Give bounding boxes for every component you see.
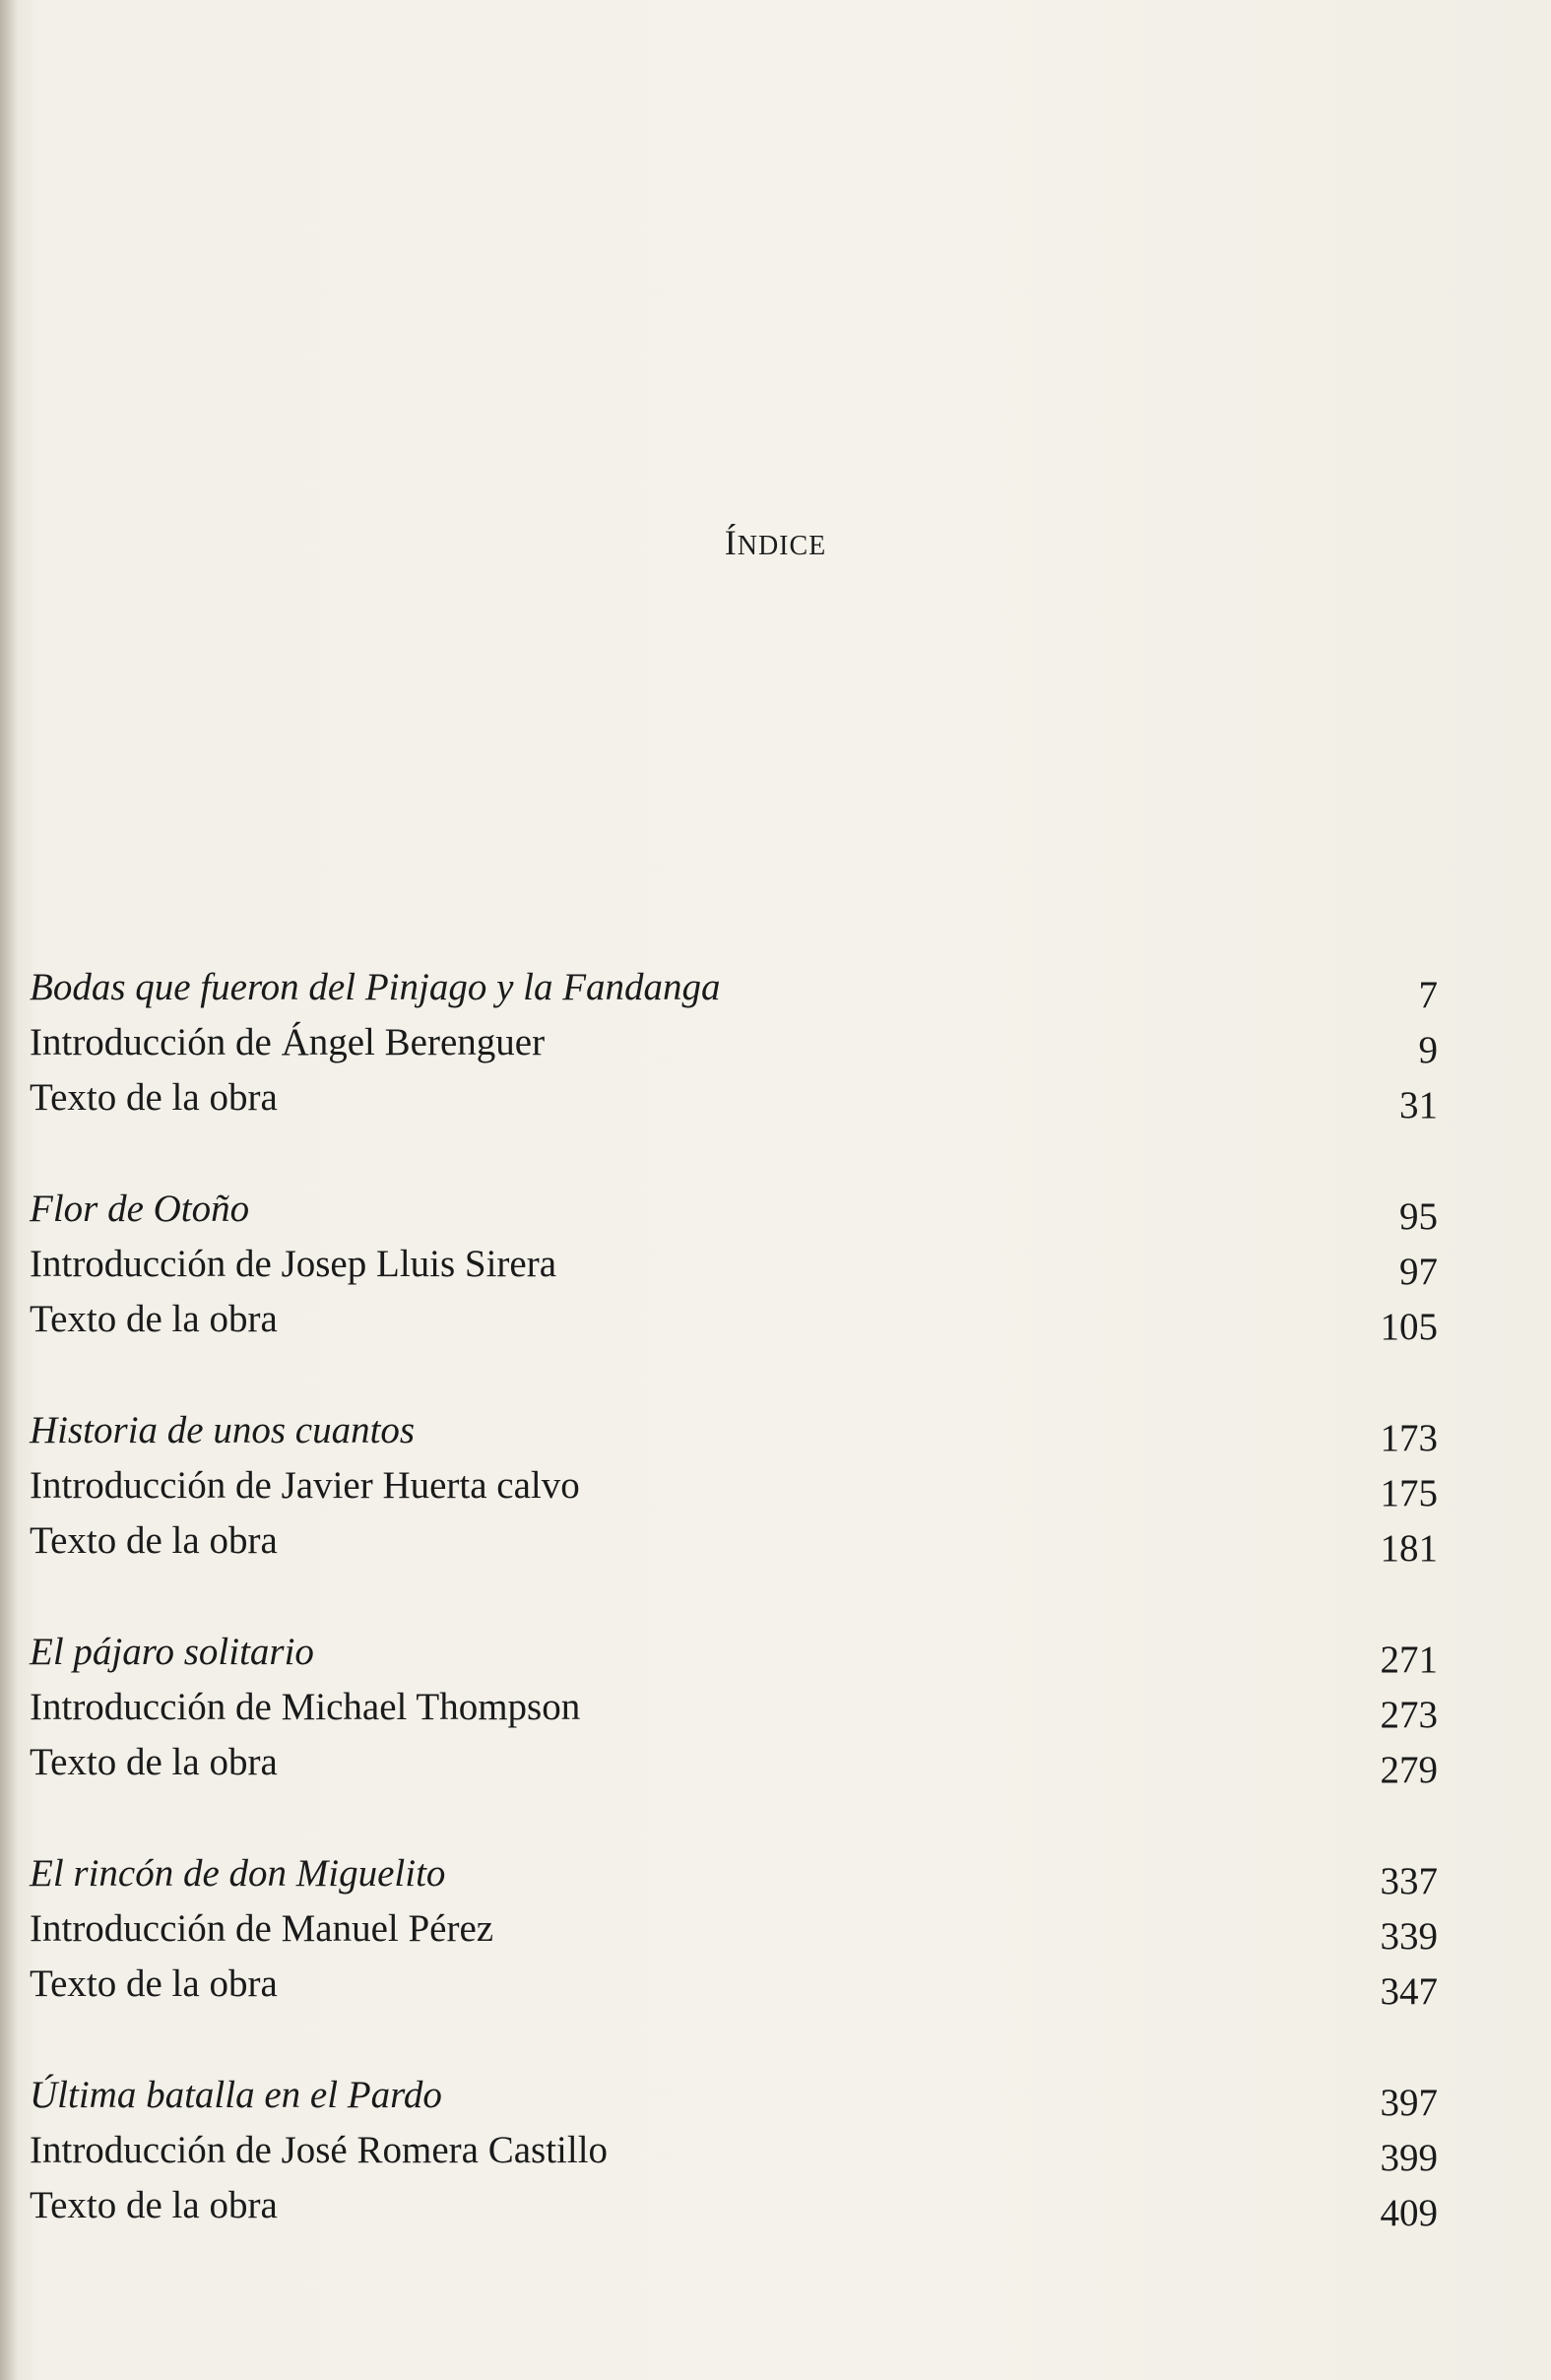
toc-entry-title xyxy=(30,1403,1438,1458)
toc-page-number: 271 xyxy=(1380,1639,1438,1681)
toc-page-number: 175 xyxy=(1380,1472,1438,1514)
toc-page-number: 7 xyxy=(1418,974,1438,1016)
toc-section-2 xyxy=(30,1182,1438,1347)
page-title xyxy=(0,522,1551,563)
toc-section-3 xyxy=(30,1403,1438,1569)
toc-page-number: 347 xyxy=(1380,1970,1438,2013)
table-of-contents xyxy=(30,960,1438,2289)
toc-page-number: 9 xyxy=(1418,1029,1438,1071)
toc-entry-text xyxy=(30,1735,1438,1790)
toc-entry-text xyxy=(30,1292,1438,1347)
toc-entry-title xyxy=(30,960,1438,1015)
toc-page-number: 181 xyxy=(1380,1527,1438,1570)
toc-entry-label: Introducción de José Romera Castillo xyxy=(30,2129,609,2171)
toc-entry-text xyxy=(30,1513,1438,1569)
toc-entry-text xyxy=(30,1957,1438,2012)
toc-entry-label: Bodas que fueron del Pinjago y la Fandanga xyxy=(30,966,721,1008)
toc-entry-label: Texto de la obra xyxy=(30,2184,278,2226)
toc-entry-label: Introducción de Javier Huerta calvo xyxy=(30,1464,580,1507)
toc-entry-label: Última batalla en el Pardo xyxy=(30,2074,442,2116)
toc-page-number: 279 xyxy=(1380,1749,1438,1791)
page-title-rest: NDICE xyxy=(737,531,827,561)
page-binding-edge xyxy=(0,0,18,2380)
toc-entry-text xyxy=(30,2178,1438,2233)
toc-section-1 xyxy=(30,960,1438,1126)
toc-page-number: 273 xyxy=(1380,1694,1438,1736)
toc-entry-introduction xyxy=(30,1237,1438,1292)
toc-entry-label: Texto de la obra xyxy=(30,1298,278,1340)
toc-entry-label: Introducción de Manuel Pérez xyxy=(30,1907,494,1950)
toc-entry-text xyxy=(30,1070,1438,1126)
toc-entry-introduction xyxy=(30,1458,1438,1513)
toc-entry-introduction xyxy=(30,2123,1438,2178)
toc-page-number: 173 xyxy=(1380,1417,1438,1459)
toc-entry-label: Introducción de Josep Lluis Sirera xyxy=(30,1243,557,1285)
toc-entry-label: Introducción de Michael Thompson xyxy=(30,1686,581,1728)
toc-page-number: 339 xyxy=(1380,1915,1438,1958)
toc-entry-introduction xyxy=(30,1901,1438,1957)
toc-page-number: 95 xyxy=(1399,1195,1438,1238)
toc-page-number: 337 xyxy=(1380,1860,1438,1902)
toc-entry-label: Texto de la obra xyxy=(30,1519,278,1562)
toc-page-number: 31 xyxy=(1399,1084,1438,1126)
toc-entry-title xyxy=(30,1182,1438,1237)
toc-page-number: 97 xyxy=(1399,1251,1438,1293)
toc-page-number: 409 xyxy=(1380,2192,1438,2234)
toc-entry-label: Flor de Otoño xyxy=(30,1188,250,1230)
toc-entry-label: Texto de la obra xyxy=(30,1741,278,1783)
toc-entry-title xyxy=(30,1846,1438,1901)
toc-entry-introduction xyxy=(30,1680,1438,1735)
toc-section-5 xyxy=(30,1846,1438,2012)
toc-entry-title xyxy=(30,1625,1438,1680)
toc-page-number: 397 xyxy=(1380,2082,1438,2124)
toc-entry-label: Texto de la obra xyxy=(30,1962,278,2005)
toc-entry-title xyxy=(30,2068,1438,2123)
toc-page-number: 105 xyxy=(1380,1306,1438,1348)
page-title-initial: Í xyxy=(724,523,738,562)
toc-page-number: 399 xyxy=(1380,2137,1438,2179)
toc-entry-label: Introducción de Ángel Berenguer xyxy=(30,1021,546,1063)
toc-entry-label: El rincón de don Miguelito xyxy=(30,1852,446,1895)
toc-entry-label: El pájaro solitario xyxy=(30,1631,314,1673)
toc-entry-label: Historia de unos cuantos xyxy=(30,1409,416,1451)
toc-section-4 xyxy=(30,1625,1438,1790)
toc-entry-introduction xyxy=(30,1015,1438,1070)
toc-section-6 xyxy=(30,2068,1438,2233)
toc-entry-label: Texto de la obra xyxy=(30,1076,278,1119)
